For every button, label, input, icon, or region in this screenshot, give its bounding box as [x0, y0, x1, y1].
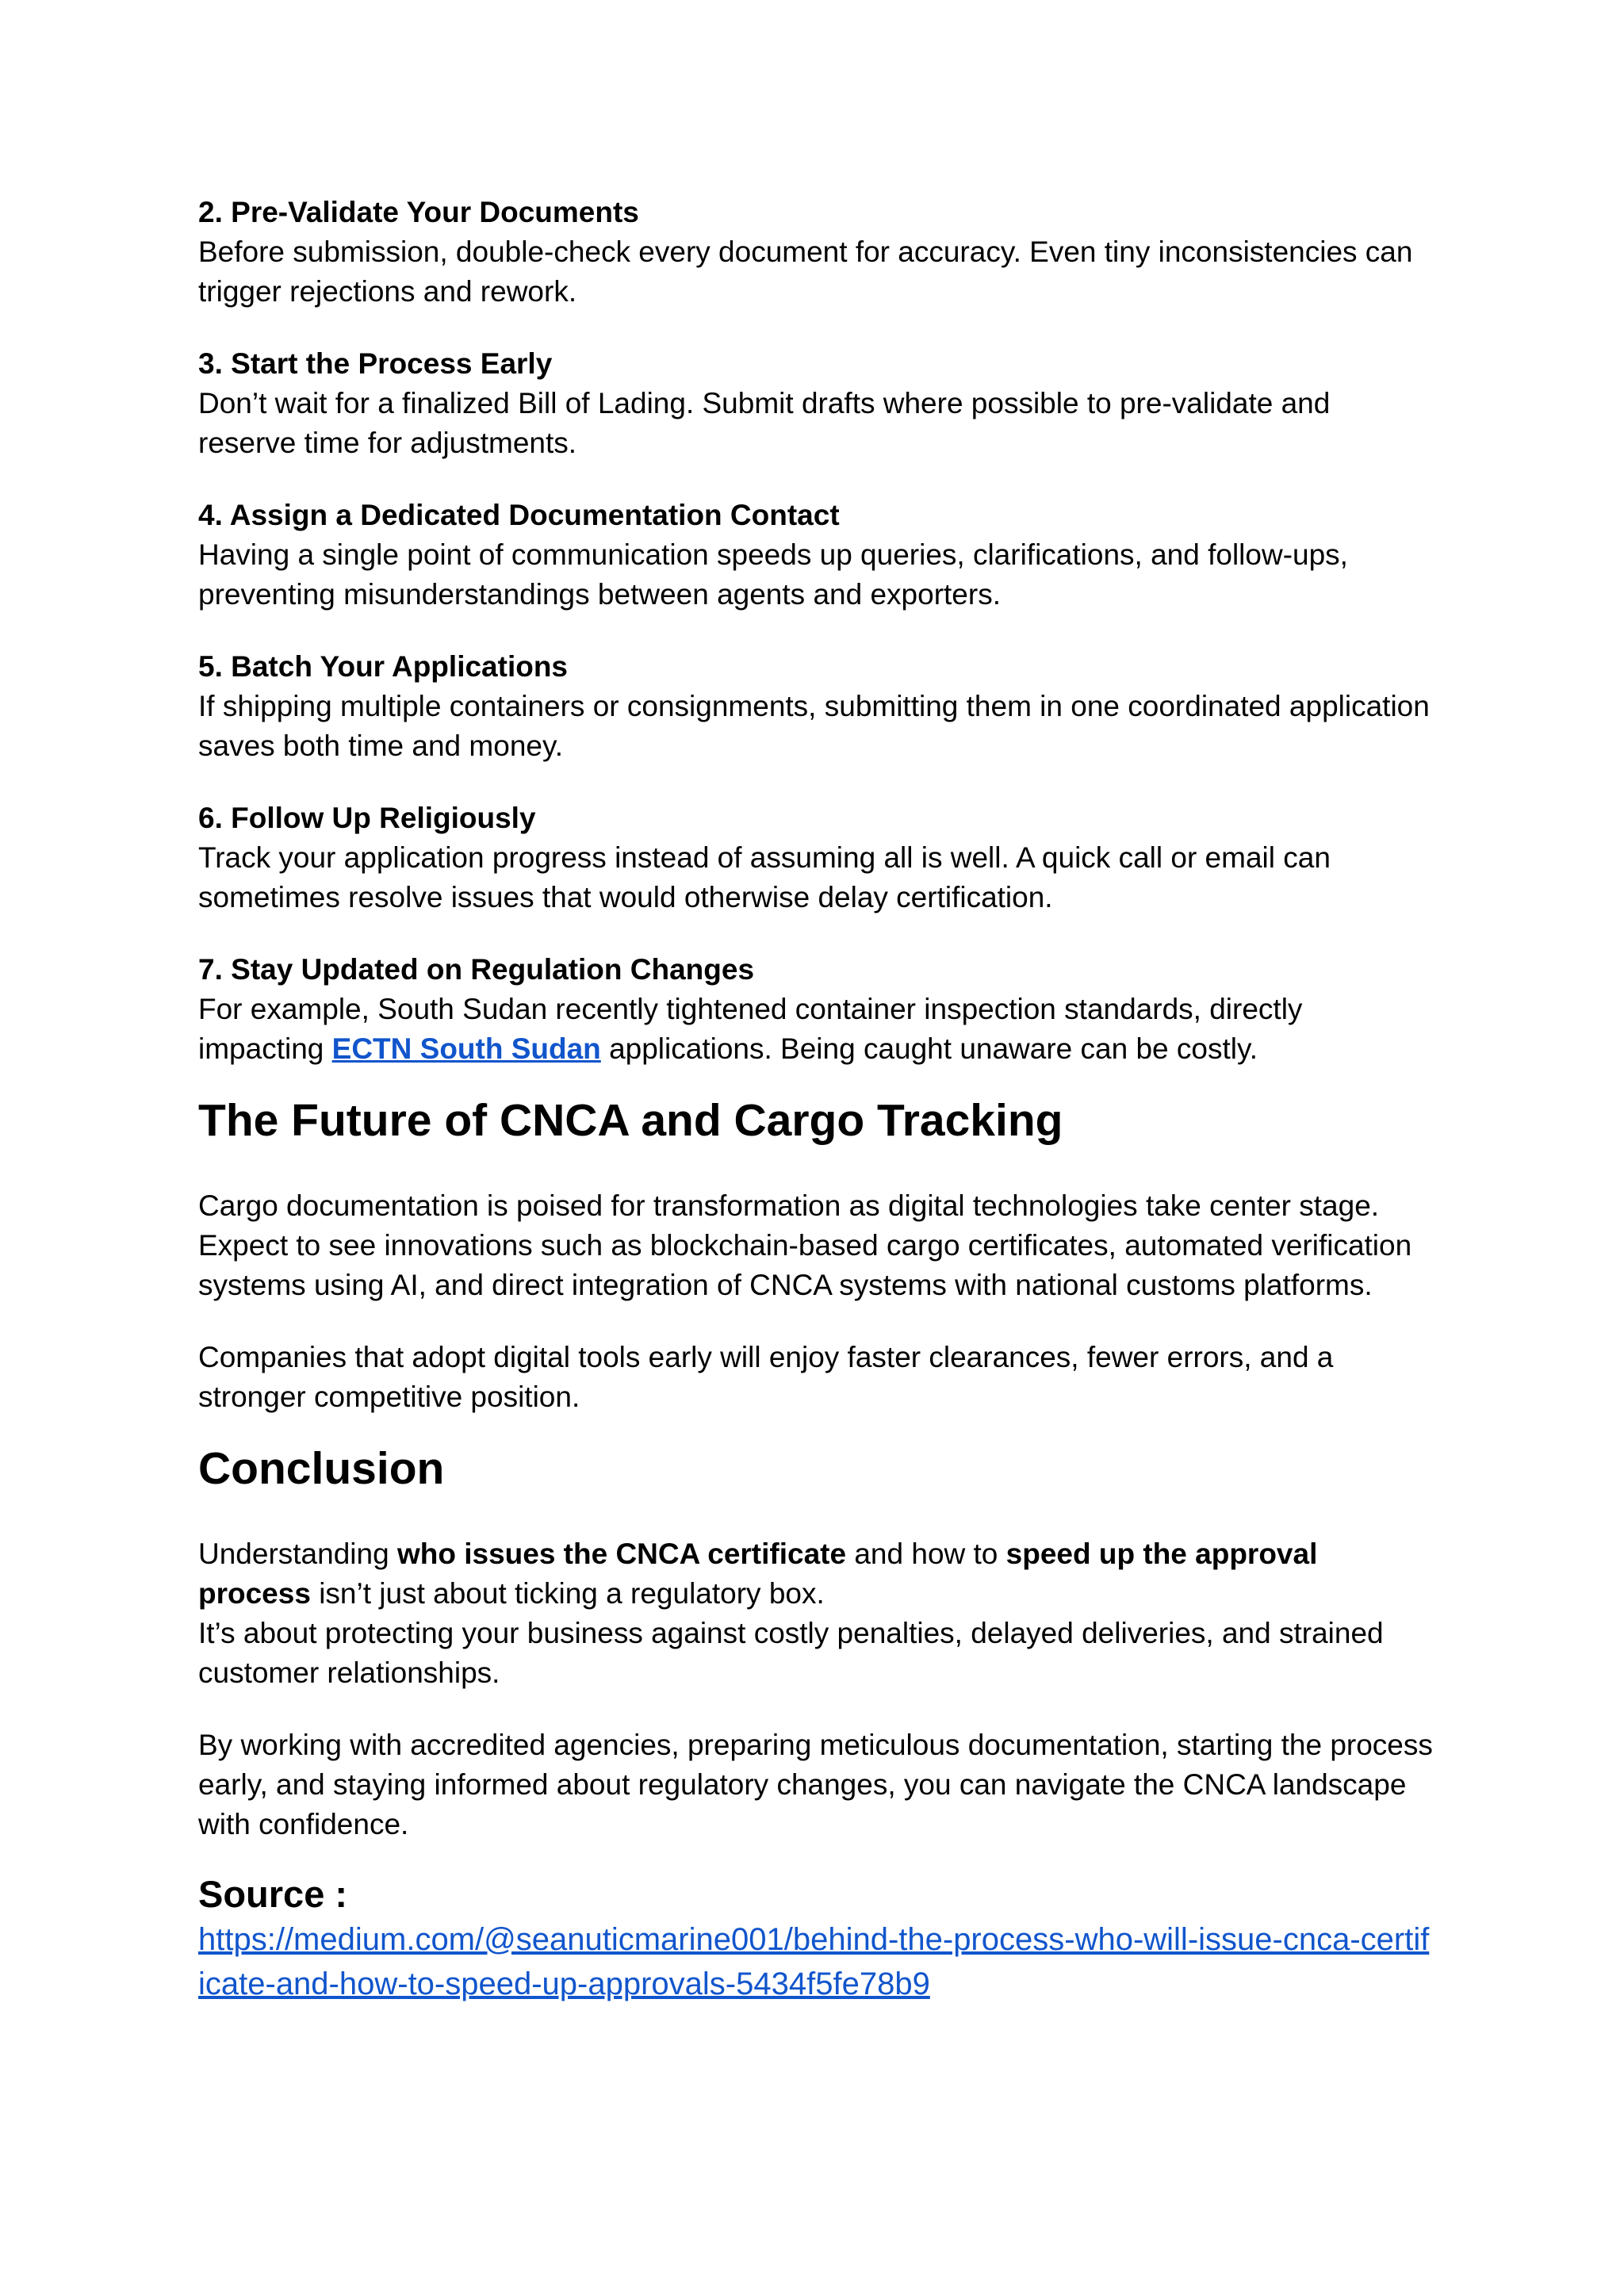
future-heading: The Future of CNCA and Cargo Tracking: [198, 1095, 1063, 1146]
text-run: and how to: [846, 1538, 1006, 1570]
conclusion-heading: Conclusion: [198, 1443, 445, 1494]
source-label: Source :: [198, 1873, 348, 1915]
text-run: It’s about protecting your business against costly penalties, delayed deliveries, and strained customer relationships.: [198, 1617, 1384, 1689]
source-link[interactable]: https://medium.com/@seanuticmarine001/behind-the-process-who-will-issue-cnca-certificate-and-how-to-speed-up-approvals-5434f5fe78b9: [198, 1922, 1430, 2001]
tip-body: Before submission, double-check every document for accuracy. Even tiny inconsistencies can trigger rejections and rework.: [198, 236, 1413, 308]
tip-title: 2. Pre-Validate Your Documents: [198, 196, 639, 228]
tip-title: 4. Assign a Dedicated Documentation Contact: [198, 499, 840, 531]
tip-title: 5. Batch Your Applications: [198, 650, 569, 683]
tip-6: [198, 798, 1435, 917]
tip-3: [198, 344, 1435, 463]
future-paragraph-2: Companies that adopt digital tools early will enjoy faster clearances, fewer errors, and a stronger competitive position.: [198, 1341, 1334, 1413]
tip-4: [198, 496, 1435, 615]
conclusion-paragraph-1: [198, 1534, 1435, 1693]
future-paragraph-1: Cargo documentation is poised for transformation as digital technologies take center stage. Expect to see innovations such as blockchain-based cargo certificates, automated verification systems using AI, and direct integration of CNCA systems with national customs platforms.: [198, 1189, 1412, 1301]
tip-body-text: For example, South Sudan recently tightened container inspection standards, directly impacting: [198, 993, 1303, 1065]
bold-text-run: who issues the CNCA certificate: [396, 1538, 847, 1570]
tip-title: 3. Start the Process Early: [198, 347, 553, 380]
bold-text-run: speed up the approval process: [198, 1538, 1318, 1610]
tip-2: [198, 193, 1435, 312]
tip-body: Don’t wait for a finalized Bill of Lading. Submit drafts where possible to pre-validate and reserve time for adjustments.: [198, 387, 1331, 459]
text-run: isn’t just about ticking a regulatory box.: [310, 1577, 825, 1610]
tip-body-text: applications. Being caught unaware can be costly.: [600, 1032, 1258, 1065]
tip-body: Track your application progress instead of assuming all is well. A quick call or email can sometimes resolve issues that would otherwise delay certification.: [198, 841, 1331, 913]
tip-title: 6. Follow Up Religiously: [198, 802, 536, 834]
text-run: Understanding: [198, 1538, 397, 1570]
tip-title: 7. Stay Updated on Regulation Changes: [198, 953, 755, 986]
tip-body: Having a single point of communication speeds up queries, clarifications, and follow-ups, preventing misunderstandings between agents and exporters.: [198, 538, 1348, 611]
ectn-south-sudan-link[interactable]: ECTN South Sudan: [331, 1032, 601, 1065]
tip-body: If shipping multiple containers or consignments, submitting them in one coordinated application saves both time and money.: [198, 690, 1430, 762]
document-page: [198, 193, 1435, 2006]
tip-5: [198, 647, 1435, 766]
tip-7: [198, 950, 1435, 1069]
tip-body: [198, 990, 1435, 1069]
conclusion-paragraph-2: By working with accredited agencies, preparing meticulous documentation, starting the process early, and staying informed about regulatory changes, you can navigate the CNCA landscape with confidence.: [198, 1729, 1433, 1840]
